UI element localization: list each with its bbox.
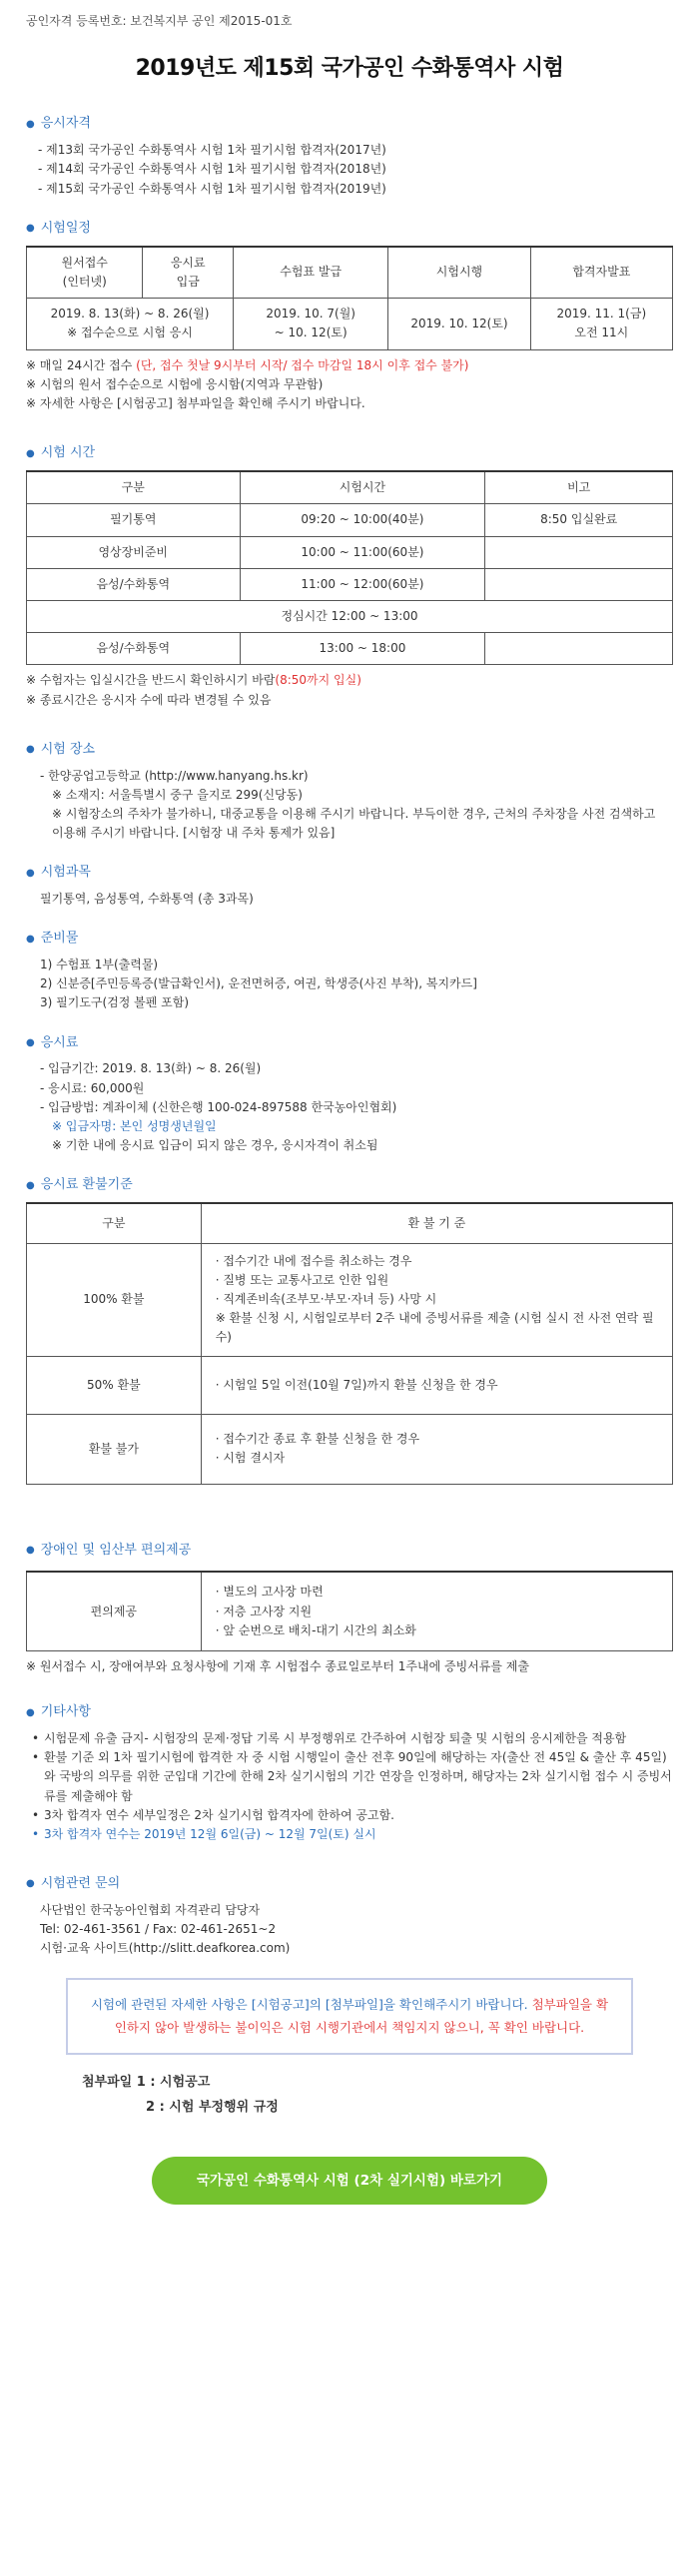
section-heading: ● 기타사항 <box>26 1704 91 1720</box>
qualification-section <box>26 114 673 198</box>
table-cell: 필기통역 <box>27 504 241 536</box>
contact-site: 시험·교육 사이트(http://slitt.deafkorea.com) <box>40 1941 291 1956</box>
venue-parking-note: ※ 시험장소의 주차가 불가하니, 대중교통을 이용해 주시기 바랍니다. 부득이한 경우, 근처의 주차장을 사전 검색하고 이용해 주시기 바랍니다. [시험장 내 주차 통제가 있음] <box>52 806 656 841</box>
list-item: 2) 신분증[주민등록증(발급확인서), 운전면허증, 여권, 학생증(사진 부착), 복지카드] <box>40 976 477 991</box>
list-item: 3) 필기도구(검정 볼펜 포함) <box>40 995 190 1010</box>
table-cell: 50% 환불 <box>27 1356 202 1414</box>
lunch-row: 정심시간 12:00 ~ 13:00 <box>27 601 673 633</box>
table-cell: 10:00 ~ 11:00(60분) <box>240 536 485 568</box>
table-header: 비고 <box>485 471 673 504</box>
table-cell: · 시험일 5일 이전(10월 7일)까지 환불 신청을 한 경우 <box>201 1356 672 1414</box>
attachment-link[interactable]: 첨부파일 1 : 시험공고 <box>82 2075 211 2091</box>
refund-table <box>26 1202 673 1484</box>
bullet-icon: ● <box>26 1706 35 1718</box>
attachments <box>26 2071 673 2120</box>
table-cell: 09:20 ~ 10:00(40분) <box>240 504 485 536</box>
section-heading: ● 응시자격 <box>26 116 91 132</box>
list-item: - 제14회 국가공인 수화통역사 시험 1차 필기시험 합격자(2018년) <box>38 162 386 177</box>
list-item: • 시험문제 유출 금지- 시험장의 문제·정답 기록 시 부정행위로 간주하여 시험장 퇴출 및 시험의 응시제한을 적용함 <box>26 1729 673 1748</box>
refund-section <box>26 1175 673 1484</box>
table-cell: · 접수기간 내에 접수를 취소하는 경우 · 질병 또는 교통사고로 인한 입원 · 직계존비속(조부모·부모·자녀 등) 사망 시 ※ 환불 신청 시, 시험일로부터 2주 내에 증빙서류를 제출 (시험 실시 전 사전 연락 필수) <box>201 1243 672 1356</box>
bullet-icon: ● <box>26 1878 35 1890</box>
table-header: 수험표 발급 <box>234 247 388 299</box>
schedule-note: ※ 매일 24시간 접수 (단, 접수 첫날 9시부터 시작/ 접수 마감일 18시 이후 접수 불가) <box>26 357 469 372</box>
exam-time-table <box>26 470 673 665</box>
table-cell: 환불 불가 <box>27 1414 202 1484</box>
table-cell <box>485 633 673 665</box>
fee-section <box>26 1033 673 1156</box>
list-item: • 환불 기준 외 1차 필기시험에 합격한 자 중 시험 시행일이 출산 전후 90일에 해당하는 자(출산 전 45일 & 출산 후 45일)와 국방의 의무를 위한 군입대 기간에 한해 2차 실기시험의 기간 연장을 인정하며, 해당자는 2차 실기시험 접수 시 증빙서류를 제출해야 함 <box>26 1748 673 1806</box>
list-item: - 제13회 국가공인 수화통역사 시험 1차 필기시험 합격자(2017년) <box>38 143 386 158</box>
fee-method: - 입금방법: 계좌이체 (신한은행 100-024-897588 한국농아인협회) <box>40 1099 397 1114</box>
schedule-section <box>26 219 673 414</box>
table-cell: 영상장비준비 <box>27 536 241 568</box>
table-header: 시험시간 <box>240 471 485 504</box>
exam-time-section <box>26 443 673 709</box>
bullet-icon: ● <box>26 223 35 235</box>
materials-section <box>26 929 673 1012</box>
table-cell <box>485 536 673 568</box>
contact-phone: Tel: 02-461-3561 / Fax: 02-461-2651~2 <box>40 1922 277 1937</box>
contact-section <box>26 1874 673 1958</box>
fee-period: - 입금기간: 2019. 8. 13(화) ~ 8. 26(월) <box>40 1061 262 1076</box>
table-cell: 2019. 10. 7(월) ~ 10. 12(토) <box>234 298 388 349</box>
section-heading: ● 장애인 및 임산부 편의제공 <box>26 1542 192 1558</box>
table-cell: 11:00 ~ 12:00(60분) <box>240 568 485 600</box>
table-header: 환 불 기 준 <box>201 1203 672 1243</box>
page-title: 2019년도 제15회 국가공인 수화통역사 시험 <box>135 56 564 82</box>
fee-amount: - 응시료: 60,000원 <box>40 1080 145 1095</box>
schedule-note: ※ 자세한 사항은 [시험공고] 첨부파일을 확인해 주시기 바랍니다. <box>26 396 365 411</box>
table-cell: 8:50 입실완료 <box>485 504 673 536</box>
venue-address: ※ 소재지: 서울특별시 중구 을지로 299(신당동) <box>52 787 303 802</box>
fee-depositor-note: ※ 입금자명: 본인 성명생년월일 <box>52 1119 217 1134</box>
bullet-icon: ● <box>26 1179 35 1191</box>
table-cell: 100% 환불 <box>27 1243 202 1356</box>
other-list <box>26 1729 673 1844</box>
disability-note: ※ 원서접수 시, 장애여부와 요청사항에 기재 후 시험접수 종료일로부터 1주내에 증빙서류를 제출 <box>26 1658 529 1673</box>
section-heading: ● 시험 시간 <box>26 445 96 461</box>
table-cell: · 별도의 고사장 마련 · 저층 고사장 지원 · 앞 순번으로 배치-대기 시간의 최소화 <box>201 1572 672 1650</box>
venue-school: - 한양공업고등학교 (http://www.hanyang.hs.kr) <box>40 768 309 783</box>
table-cell: 13:00 ~ 18:00 <box>240 633 485 665</box>
subjects-list: 필기통역, 음성통역, 수화통역 (총 3과목) <box>40 892 254 907</box>
table-cell: 편의제공 <box>27 1572 202 1650</box>
table-cell: · 접수기간 종료 후 환불 신청을 한 경우 · 시험 결시자 <box>201 1414 672 1484</box>
table-header: 시험시행 <box>388 247 530 299</box>
bullet-icon: ● <box>26 1545 35 1557</box>
section-heading: ● 시험관련 문의 <box>26 1876 121 1892</box>
bullet-icon: ● <box>26 744 35 756</box>
table-cell: 음성/수화통역 <box>27 568 241 600</box>
table-cell: 2019. 10. 12(토) <box>388 298 530 349</box>
bullet-icon: ● <box>26 933 35 945</box>
table-cell: 2019. 8. 13(화) ~ 8. 26(월) ※ 접수순으로 시험 응시 <box>27 298 234 349</box>
subjects-section <box>26 863 673 909</box>
list-item: • 3차 합격자 연수 세부일정은 2차 실기시험 합격자에 한하여 공고함. <box>26 1806 673 1825</box>
table-cell: 2019. 11. 1(금) 오전 11시 <box>530 298 672 349</box>
exam-time-note: ※ 종료시간은 응시자 수에 따라 변경될 수 있음 <box>26 692 272 707</box>
venue-section <box>26 740 673 844</box>
table-cell <box>485 568 673 600</box>
section-heading: ● 응시료 <box>26 1034 79 1050</box>
exam-time-note: ※ 수험자는 입실시간을 반드시 확인하시기 바람(8:50까지 입실) <box>26 673 361 688</box>
contact-org: 사단법인 한국농아인협회 자격관리 담당자 <box>40 1902 261 1917</box>
section-heading: ● 시험일정 <box>26 220 91 236</box>
table-header: 원서접수 (인터넷) <box>27 247 143 299</box>
table-header: 구분 <box>27 471 241 504</box>
fee-deadline-note: ※ 기한 내에 응시료 입금이 되지 않은 경우, 응시자격이 취소됨 <box>52 1138 378 1153</box>
table-cell: 음성/수화통역 <box>27 633 241 665</box>
schedule-table <box>26 246 673 350</box>
section-heading: ● 시험 장소 <box>26 741 96 757</box>
list-item: 1) 수험표 1부(출력물) <box>40 958 159 972</box>
registration-number: 공인자격 등록번호: 보건복지부 공인 제2015-01호 <box>26 14 293 28</box>
disability-section <box>26 1541 673 1677</box>
bullet-icon: ● <box>26 118 35 130</box>
table-header: 합격자발표 <box>530 247 672 299</box>
table-header: 구분 <box>27 1203 202 1243</box>
list-item: - 제15회 국가공인 수화통역사 시험 1차 필기시험 합격자(2019년) <box>38 181 386 196</box>
go-exam-button[interactable]: 국가공인 수화통역사 시험 (2차 실기시험) 바로가기 <box>152 2157 547 2205</box>
table-header: 응시료 입금 <box>143 247 234 299</box>
section-heading: ● 시험과목 <box>26 865 91 881</box>
bullet-icon: ● <box>26 1037 35 1049</box>
section-heading: ● 응시료 환불기준 <box>26 1177 133 1193</box>
other-section <box>26 1702 673 1844</box>
bullet-icon: ● <box>26 447 35 459</box>
schedule-note: ※ 시험의 원서 접수순으로 시험에 응시함(지역과 무관함) <box>26 377 324 392</box>
list-item: • 3차 합격자 연수는 2019년 12월 6일(금) ~ 12월 7일(토) 실시 <box>26 1825 673 1844</box>
bullet-icon: ● <box>26 867 35 879</box>
disability-table <box>26 1571 673 1651</box>
notice-box: 시험에 관련된 자세한 사항은 [시험공고]의 [첨부파일]을 확인해주시기 바랍니다. 첨부파일을 확인하지 않아 발생하는 불이익은 시험 시행기관에서 책임지지 않으니, 꼭 확인 바랍니다. <box>66 1978 633 2055</box>
attachment-link[interactable]: 2 : 시험 부정행위 규정 <box>146 2100 279 2116</box>
section-heading: ● 준비물 <box>26 931 79 947</box>
